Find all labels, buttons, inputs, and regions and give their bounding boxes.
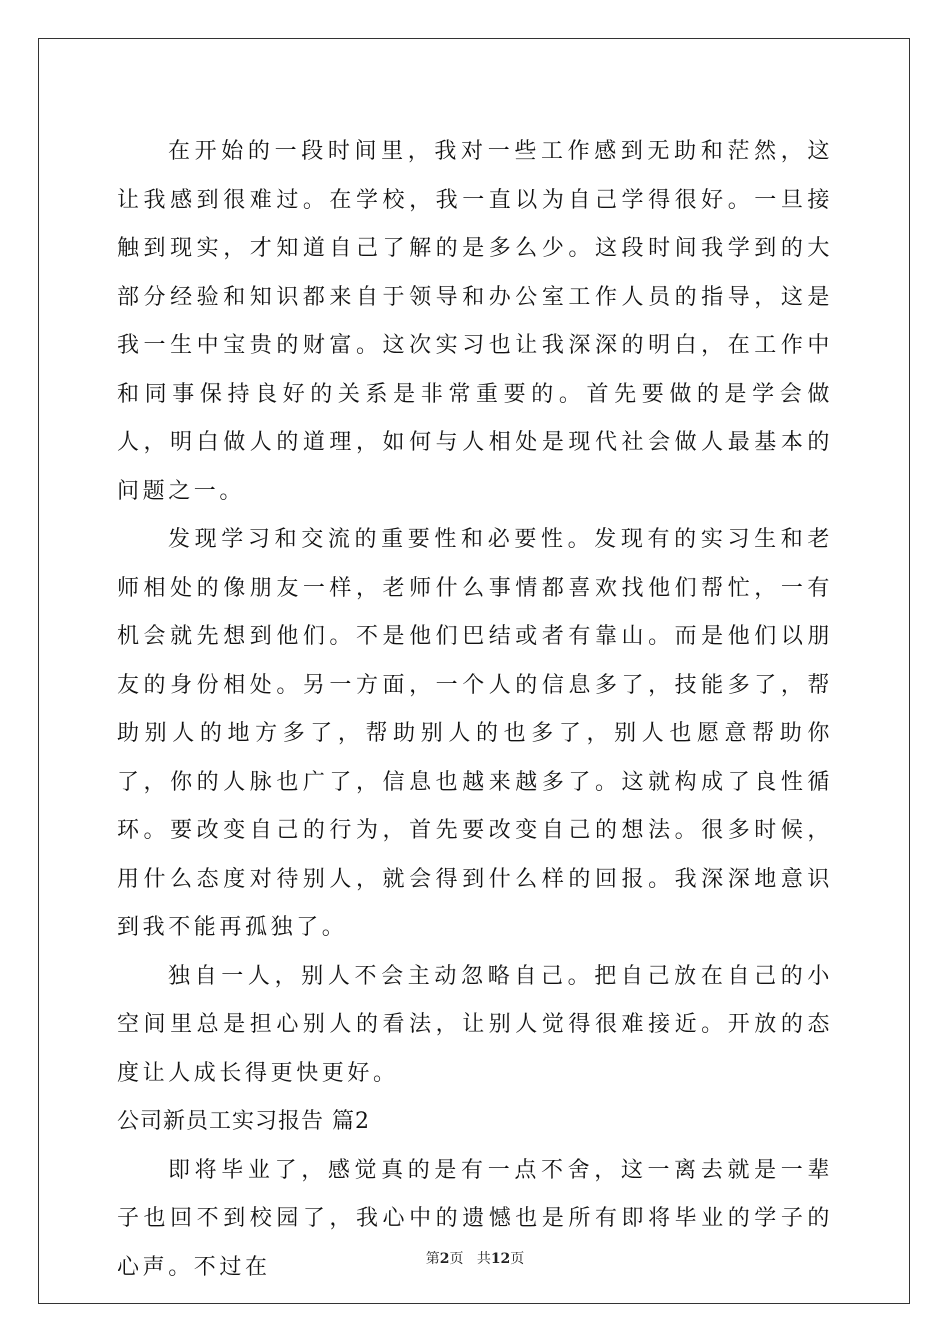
paragraph-2: 发现学习和交流的重要性和必要性。发现有的实习生和老师相处的像朋友一样，老师什么事情都喜欢找他们帮忙，一有机会就先想到他们。不是他们巴结或者有靠山。而是他们以朋友的身份相处。另一方面，一个人的信息多了，技能多了，帮助别人的地方多了，帮助别人的也多了，别人也愿意帮助你了，你的人脉也广了，信息也越来越多了。这就构成了良性循环。要改变自己的行为，首先要改变自己的想法。很多时候，用什么态度对待别人，就会得到什么样的回报。我深深地意识到我不能再孤独了。 [117,527,833,940]
page-prefix: 第 [425,1251,440,1267]
total-suffix: 页 [510,1251,525,1267]
paragraph-3: 独自一人，别人不会主动忽略自己。把自己放在自己的小空间里总是担心别人的看法，让别人觉得很难接近。开放的态度让人成长得更快更好。 [117,963,833,1086]
page-suffix: 页 [449,1251,464,1267]
paragraph-4: 即将毕业了，感觉真的是有一点不舍，这一离去就是一辈子也回不到校园了，我心中的遗憾也是所有即将毕业的学子的心声。不过在 [117,1157,833,1280]
section-heading: 公司新员工实习报告 篇2 [117,1109,370,1134]
page-number: 2 [439,1251,450,1267]
document-body [117,128,833,1292]
page-footer [0,1248,950,1268]
paragraph-1: 在开始的一段时间里，我对一些工作感到无助和茫然，这让我感到很难过。在学校，我一直以为自己学得很好。一旦接触到现实，才知道自己了解的是多么少。这段时间我学到的大部分经验和知识都来自于领导和办公室工作人员的指导，这是我一生中宝贵的财富。这次实习也让我深深的明白，在工作中和同事保持良好的关系是非常重要的。首先要做的是学会做人，明白做人的道理，如何与人相处是现代社会做人最基本的问题之一。 [117,139,833,504]
total-prefix: 共 [476,1251,491,1267]
total-pages: 12 [490,1251,511,1267]
